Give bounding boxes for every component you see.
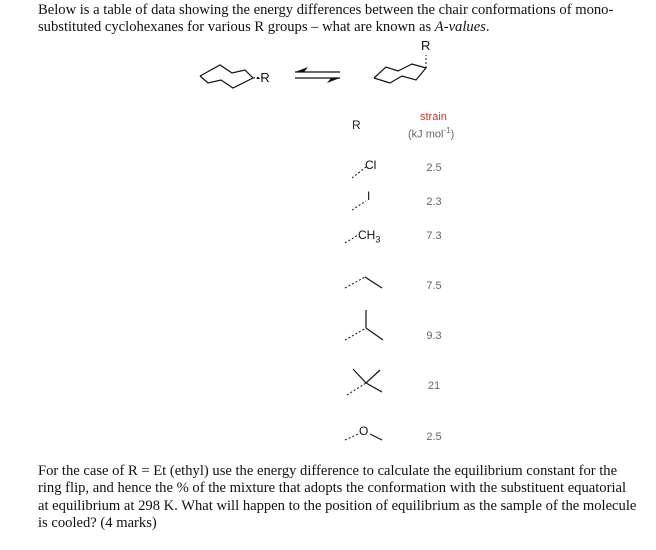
ch-text: CH (358, 228, 376, 242)
intro-italic-term: A-values (434, 19, 486, 35)
strain-value-ethyl: 7.5 (426, 280, 442, 292)
intro-text-end: . (485, 19, 490, 35)
question-paragraph: For the case of R = Et (ethyl) use the energy difference to calculate the equilibrium constant for the ring flip, and hence the % of the mixture that adopts the conformation with the substituent equatorial at equilibrium at 298 K. What will happen to the position of equilibrium as the sample of the molecule is cooled? (4 marks) (38, 463, 637, 532)
unit-text: (kJ mol (408, 128, 444, 141)
table-header-strain: strain (420, 111, 447, 123)
right-chair-ring (374, 64, 426, 83)
table-header-r: R (352, 118, 361, 132)
substituent-label-ch3 (358, 228, 380, 244)
tert-butyl-structure (347, 369, 382, 395)
substituent-label-i: I (367, 189, 371, 203)
strain-value-tert-butyl: 21 (427, 380, 441, 392)
strain-value-isopropyl: 9.3 (426, 330, 442, 342)
substituent-label-cl: Cl (365, 158, 377, 172)
chair-flip-scheme (0, 30, 656, 130)
strain-value-i: 2.3 (426, 196, 442, 208)
methyl-bond (345, 235, 358, 243)
intro-text: Below is a table of data showing the energy differences between the chair conformations of mono-substituted cyclohexanes for various R groups – what are known as (38, 2, 614, 35)
table-header-unit (408, 126, 454, 141)
ch3-subscript: 3 (375, 234, 381, 245)
cl-bond (352, 167, 366, 178)
left-chair-ring (200, 65, 253, 88)
unit-close: ) (450, 128, 455, 141)
iodo-bond (352, 201, 366, 210)
strain-value-methoxy: 2.5 (426, 431, 442, 443)
equilibrium-arrows (295, 67, 340, 83)
right-chair-label: R (421, 38, 431, 53)
strain-value-cl: 2.5 (426, 162, 442, 174)
left-chair-label: -R (256, 70, 270, 85)
ethyl-structure (345, 277, 382, 288)
substituent-structures (0, 150, 656, 450)
isopropyl-structure (345, 310, 383, 340)
unit-superscript: -1 (443, 126, 451, 135)
substituent-label-o: O (359, 424, 369, 438)
strain-value-ch3: 7.3 (426, 230, 442, 242)
